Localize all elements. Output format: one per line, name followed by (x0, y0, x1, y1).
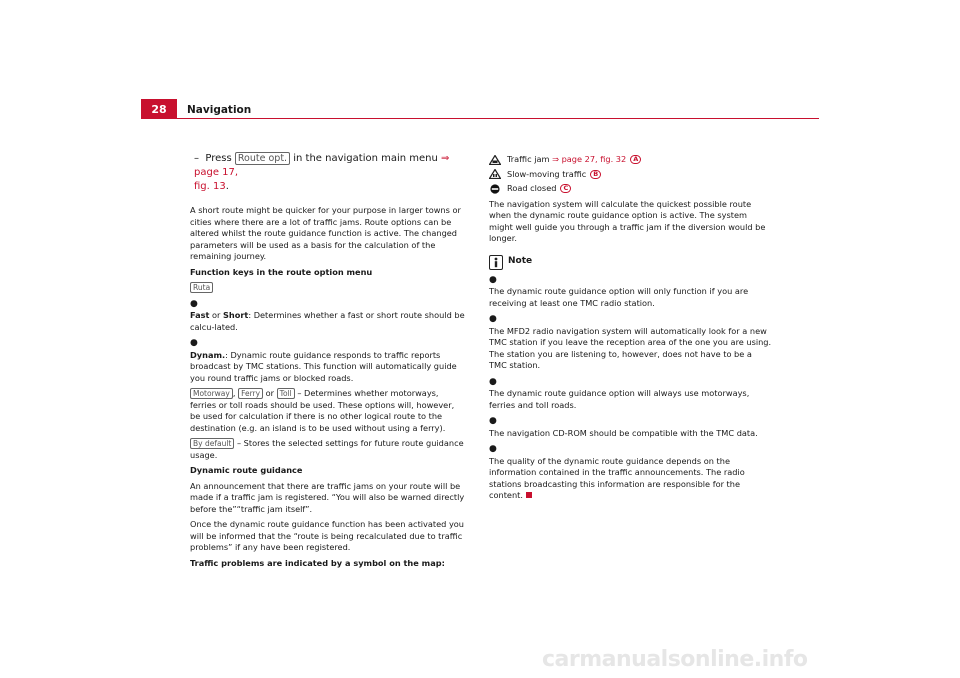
note-text: The dynamic route guidance option will always use motorways, ferries and toll roads. (489, 388, 750, 410)
xref-arrow: ⇒ (552, 154, 559, 164)
ruta-key: Ruta (190, 282, 213, 293)
note-text: The dynamic route guidance option will only function if you are receiving at least one TMC radio station. (489, 286, 749, 308)
step-end: . (225, 181, 229, 192)
function-keys-heading: Function keys in the route option menu (190, 266, 373, 277)
page-number: 28 (141, 99, 177, 119)
bullet-dynam (190, 337, 466, 384)
note-item (489, 274, 772, 310)
symbol-row-road-closed (489, 183, 772, 195)
bullet-fast-short (190, 298, 466, 334)
note-text: The quality of the dynamic route guidance depends on the information contained in the traffic announcements. The radio stations broadcasting this information are responsible for the content. (489, 455, 745, 500)
dynamic-paragraph-2: Once the dynamic route guidance function has been activated you will be informed that the “route is being recalculated due to traffic problems” if any have been registered. (190, 519, 465, 552)
bullet-text: : Dynamic route guidance responds to traffic reports broadcast by TMC stations. This function will automatically guide you round traffic jams or blocked roads. (190, 349, 457, 383)
callout-badge-a: A (630, 155, 641, 164)
callout-badge-b: B (590, 170, 601, 179)
watermark: carmanualsonline.info (542, 647, 808, 672)
route-opt-key: Route opt. (235, 152, 290, 165)
xref-page-17[interactable]: page 17, (194, 167, 239, 178)
bullet-icon: ● (489, 416, 497, 426)
bullet-term: Dynam. (190, 349, 226, 360)
by-default-text: – Stores the selected settings for future route guidance usage. (190, 438, 464, 460)
motorway-ferry-toll-row (190, 388, 466, 434)
left-column (190, 152, 466, 573)
right-column (489, 154, 772, 506)
toll-key: Toll (277, 388, 295, 399)
bullet-term: Short (223, 310, 249, 320)
bullet-icon: ● (489, 376, 497, 387)
symbol-row-slow-traffic (489, 169, 772, 181)
calculation-paragraph: The navigation system will calculate the quickest possible route when the dynamic route guidance option is active. The system might well guide you through a traffic jam if the diversion would be longer. (489, 198, 766, 243)
section-title: Navigation (187, 104, 252, 116)
separator: or (265, 388, 275, 398)
bullet-icon: ● (190, 298, 198, 309)
road-closed-icon (489, 184, 501, 194)
bullet-term: Fast (190, 310, 210, 320)
symbol-label: Slow-moving traffic (507, 168, 587, 179)
callout-badge-c: C (560, 184, 571, 193)
symbol-row-traffic-jam (489, 154, 772, 166)
ruta-key-row (190, 282, 466, 294)
intro-paragraph: A short route might be quicker for your purpose in larger towns or cities where there are a lot of traffic jams. Route options can be altered whilst the route guidance function is active. The changed parameters will be used as a basis for the calculation of the remaining journey. (190, 205, 461, 261)
xref-fig-13[interactable]: fig. 13 (194, 181, 226, 192)
bullet-icon: ● (489, 444, 497, 454)
note-item (489, 313, 772, 372)
xref-page-27[interactable]: page 27, fig. 32 (561, 154, 627, 164)
dynamic-heading: Dynamic route guidance (190, 465, 303, 475)
header-rule (177, 118, 819, 119)
motorway-key: Motorway (190, 388, 233, 399)
note-title: Note (508, 256, 533, 267)
bullet-mid: or (209, 310, 224, 320)
by-default-row (190, 438, 466, 461)
note-text: The navigation CD-ROM should be compatible with the TMC data. (489, 427, 758, 438)
xref-arrow: ⇒ (441, 153, 450, 164)
step-suffix: in the navigation main menu (293, 153, 438, 164)
by-default-key: By default (190, 438, 234, 449)
note-header (489, 255, 772, 270)
note-text: The MFD2 radio navigation system will automatically look for a new TMC station if you leave the reception area of the one you are using. The station you are listening to, however, does not have to be a TMC station. (489, 325, 772, 370)
traffic-heading: Traffic problems are indicated by a symbol on the map: (190, 557, 445, 568)
symbol-label: Traffic jam (507, 154, 550, 164)
traffic-jam-icon (489, 155, 501, 165)
bullet-icon: ● (489, 314, 497, 324)
slow-traffic-icon (489, 169, 501, 179)
bullet-icon: ● (489, 274, 497, 285)
note-icon (489, 255, 503, 270)
instruction-step (194, 152, 466, 194)
note-item (489, 443, 772, 502)
symbol-label: Road closed (507, 183, 557, 193)
separator: , (232, 388, 236, 398)
step-prefix: Press (205, 153, 232, 164)
bullet-icon: ● (190, 338, 198, 348)
keys-row-text: – Determines whether motorways, ferries or toll roads should be used. These options will, however, be used for calculation if there is no other logical route to the destination (e.g. an island is to be used without using a ferry). (190, 388, 455, 433)
bullet-text: : Determines whether a fast or short route should be calcu-lated. (190, 310, 465, 332)
dynamic-paragraph-1: An announcement that there are traffic jams on your route will be made if a traffic jam is registered. “You will also be warned directly before the”“traffic jam itself”. (190, 480, 465, 514)
ferry-key: Ferry (238, 388, 263, 399)
step-dash: – (194, 153, 199, 164)
section-end-marker (526, 492, 532, 498)
note-item (489, 376, 772, 412)
note-item (489, 415, 772, 439)
